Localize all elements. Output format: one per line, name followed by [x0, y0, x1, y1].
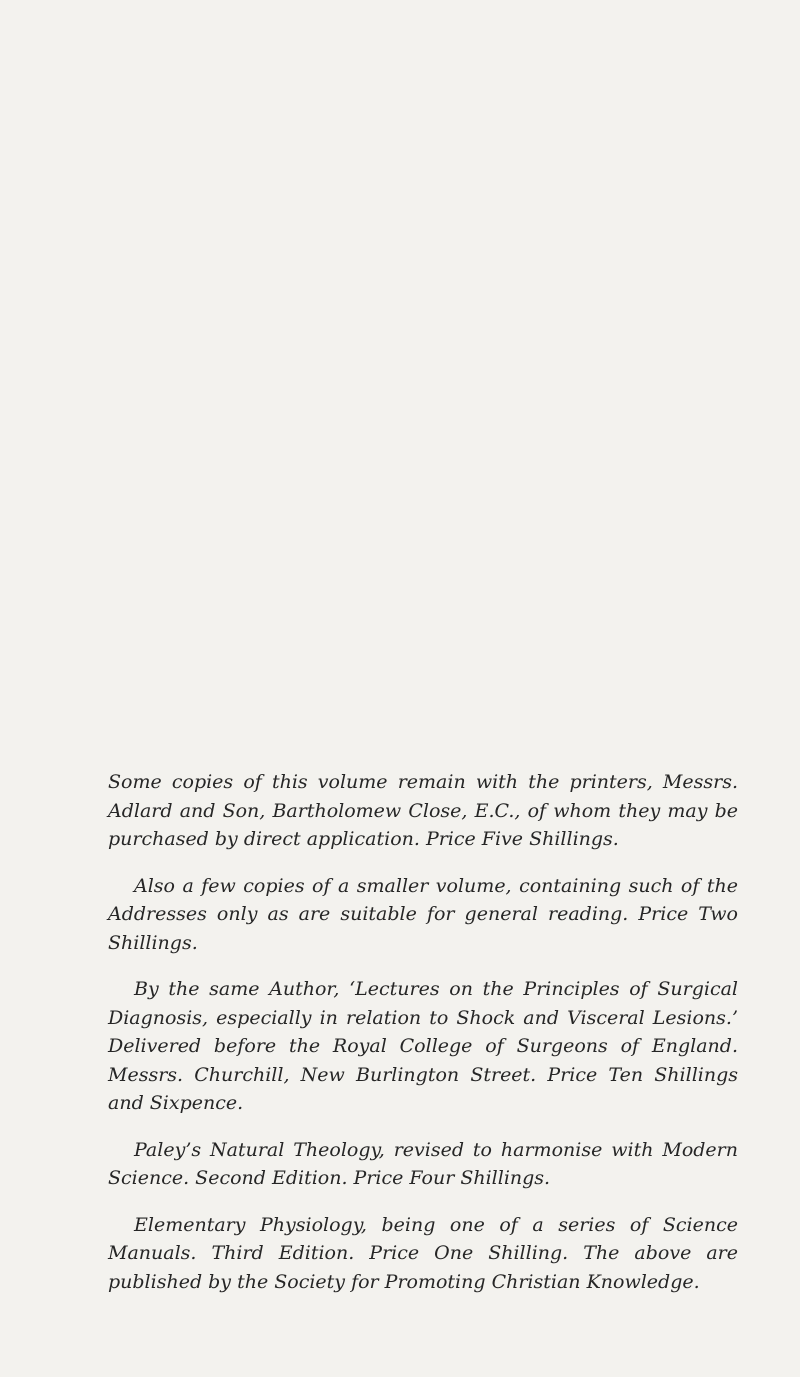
paragraph-elementary-physiology: Elementary Physiology, being one of a series of Science Manuals. Third Edition. Price One Shilling. The above are published by the Society for Promoting Christian Knowledge. — [108, 1213, 738, 1293]
paragraph-printers-copies: Some copies of this volume remain with the printers, Messrs. Adlard and Son, Bartholomew Close, E.C., of whom they may be purchased by direct application. Price Five Shillings. — [108, 771, 738, 850]
paragraph-smaller-volume: Also a few copies of a smaller volume, containing such of the Addresses only as are suitable for general reading. Price Two Shillings. — [108, 874, 738, 954]
publisher-notice — [108, 768, 738, 1314]
paragraph-natural-theology: Paley’s Natural Theology, revised to harmonise with Modern Science. Second Edition. Price Four Shillings. — [108, 1138, 738, 1189]
paragraph-surgical-diagnosis-lectures: By the same Author, ‘Lectures on the Principles of Surgical Diagnosis, especially in relation to Shock and Visceral Lesions.’ Delivered before the Royal College of Surgeons of England. Messrs. Churchill, New Burlington Street. Price Ten Shillings and Sixpence. — [108, 978, 738, 1114]
